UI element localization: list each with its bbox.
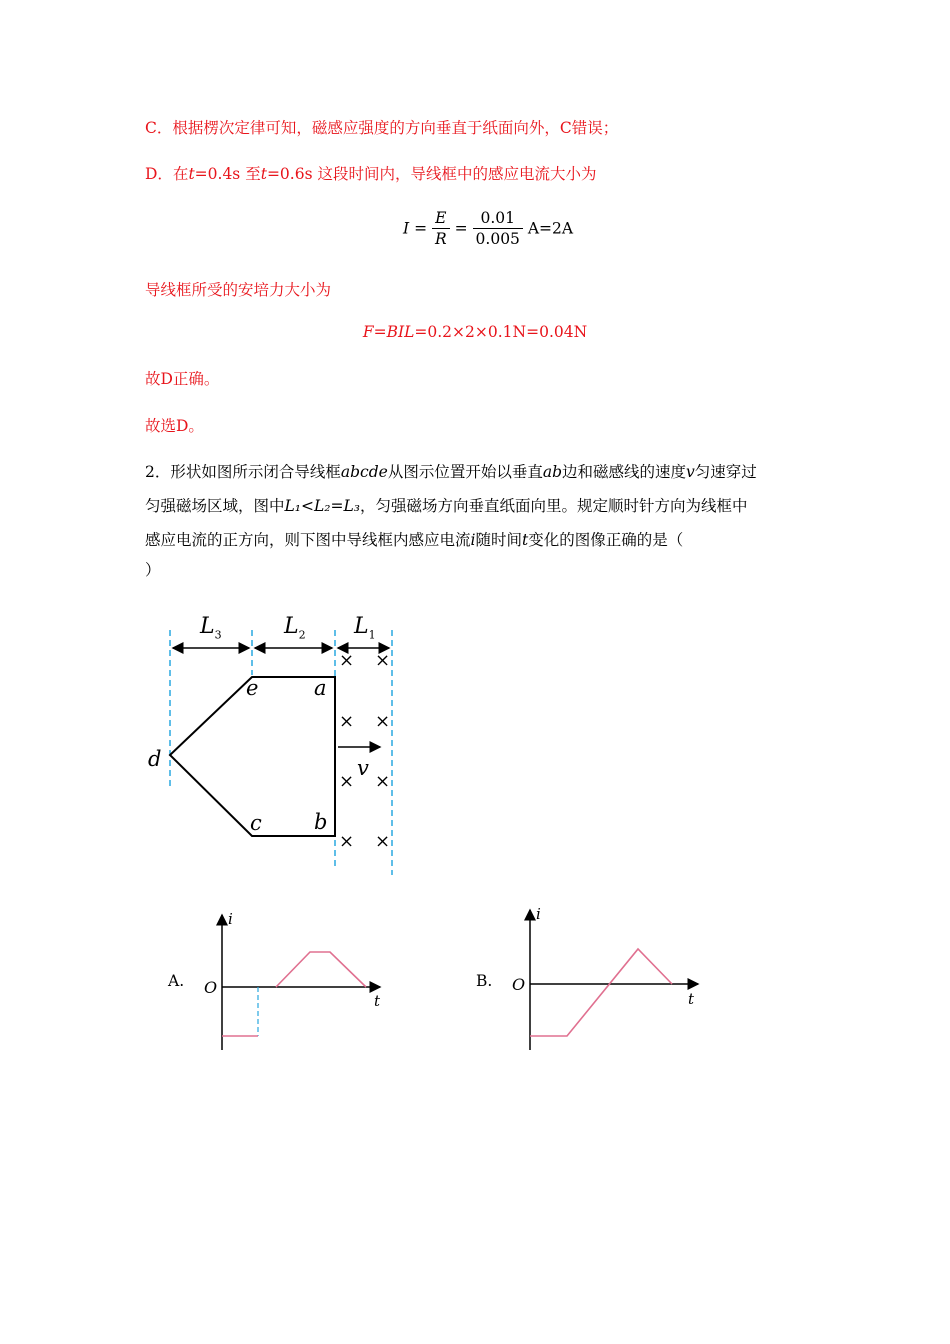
formula-eq1: =	[414, 219, 428, 238]
vertex-c	[250, 811, 262, 835]
fraction-denominator: R	[435, 230, 447, 248]
formula-eq2: =	[454, 219, 468, 238]
label-l3-sub: 3	[214, 628, 222, 642]
q-line3-b: 随时间	[475, 531, 522, 549]
field-cross: ×	[375, 831, 391, 852]
option-b-label[interactable]: B.	[476, 972, 493, 990]
option-a-origin	[204, 978, 217, 997]
d-t1-val: =0.4s 至	[194, 165, 261, 183]
label-l2-letter: L	[284, 614, 299, 639]
option-c-explanation: C．根据楞次定律可知，磁感应强度的方向垂直于纸面向外，C错误；	[145, 119, 619, 137]
force-formula-val: =0.2×2×0.1N=0.04N	[414, 323, 588, 341]
q-line1-d: 匀速穿过	[694, 463, 757, 481]
vertex-a	[314, 676, 327, 700]
q-line2-b: ，匀强磁场方向垂直纸面向里。规定顺时针方向为线框中	[360, 497, 748, 515]
vertex-b-text: b	[314, 810, 328, 834]
q-line1-c: 边和磁感线的速度	[562, 463, 687, 481]
force-intro: 导线框所受的安培力大小为	[145, 281, 332, 299]
question-line-4: ）	[145, 561, 161, 579]
option-a-axis-t	[374, 992, 380, 1010]
q-var-t: t	[522, 531, 529, 549]
d-t2-val: =0.6s 这段时间内，导线框中的感应电流大小为	[266, 165, 597, 183]
field-cross: ×	[339, 831, 355, 852]
field-cross: ×	[339, 650, 355, 671]
vertex-c-text: c	[250, 811, 262, 835]
q-line2-a: 匀强磁场区域，图中	[145, 497, 285, 515]
velocity-label-text: v	[357, 756, 369, 780]
label-l2-sub: 2	[298, 628, 306, 642]
q-length-relation: L₁<L₂=L₃	[284, 497, 361, 515]
q-line1-a: 2．形状如图所示闭合导线框	[145, 463, 341, 481]
q-line3-a: 感应电流的正方向，则下图中导线框内感应电流	[145, 531, 471, 549]
field-cross: ×	[375, 711, 391, 732]
label-l3-letter: L	[200, 614, 215, 639]
field-cross: ×	[375, 650, 391, 671]
option-b-axis-t-text: t	[688, 990, 695, 1008]
vertex-b	[314, 810, 327, 834]
option-b-graph	[530, 910, 698, 1050]
q-var-v: v	[686, 463, 695, 481]
q-var-i: i	[470, 531, 476, 549]
option-b-axis-t	[688, 990, 694, 1008]
q-line3-c: 变化的图像正确的是（	[528, 531, 684, 549]
option-a-axis-i-text: i	[228, 910, 233, 928]
option-b-axis-i	[536, 905, 541, 923]
vertex-e-text: e	[246, 676, 259, 700]
field-cross: ×	[339, 711, 355, 732]
d-prefix: D．在	[145, 165, 189, 183]
option-a-origin-text: O	[204, 978, 218, 997]
d-t1-var: t	[188, 165, 195, 183]
vertex-d	[148, 747, 161, 771]
vertex-a-text: a	[314, 676, 327, 700]
force-formula-var: F=BIL	[362, 323, 415, 341]
option-a-label[interactable]: A.	[168, 972, 185, 990]
fraction-numerator: E	[432, 208, 450, 229]
label-l3	[200, 614, 222, 641]
option-a-axis-t-text: t	[374, 992, 381, 1010]
q-var-abcde: abcde	[340, 463, 388, 481]
option-b-origin	[512, 975, 525, 994]
vertex-d-text: d	[148, 747, 162, 771]
d-t2-var: t	[260, 165, 267, 183]
q-line1-b: 从图示位置开始以垂直	[387, 463, 543, 481]
vertex-e	[246, 676, 258, 700]
option-a-graph	[222, 915, 380, 1050]
label-l1-sub: 1	[368, 628, 376, 642]
formula-lhs: I	[403, 219, 410, 238]
fraction-value-denominator: 0.005	[475, 230, 520, 248]
label-l1-letter: L	[354, 614, 369, 639]
field-cross: ×	[339, 771, 355, 792]
option-b-origin-text: O	[512, 975, 526, 994]
q-var-ab: ab	[542, 463, 563, 481]
answer-text: 故选D。	[145, 417, 204, 435]
field-cross: ×	[375, 771, 391, 792]
label-l2	[284, 614, 306, 641]
d-correct-text: 故D正确。	[145, 370, 220, 388]
fraction-value-numerator: 0.01	[473, 208, 523, 229]
option-a-axis-i	[228, 910, 233, 928]
option-b-axis-i-text: i	[536, 905, 541, 923]
label-l1	[354, 614, 376, 641]
velocity-label	[357, 756, 369, 780]
formula-result: A=2A	[527, 219, 574, 238]
